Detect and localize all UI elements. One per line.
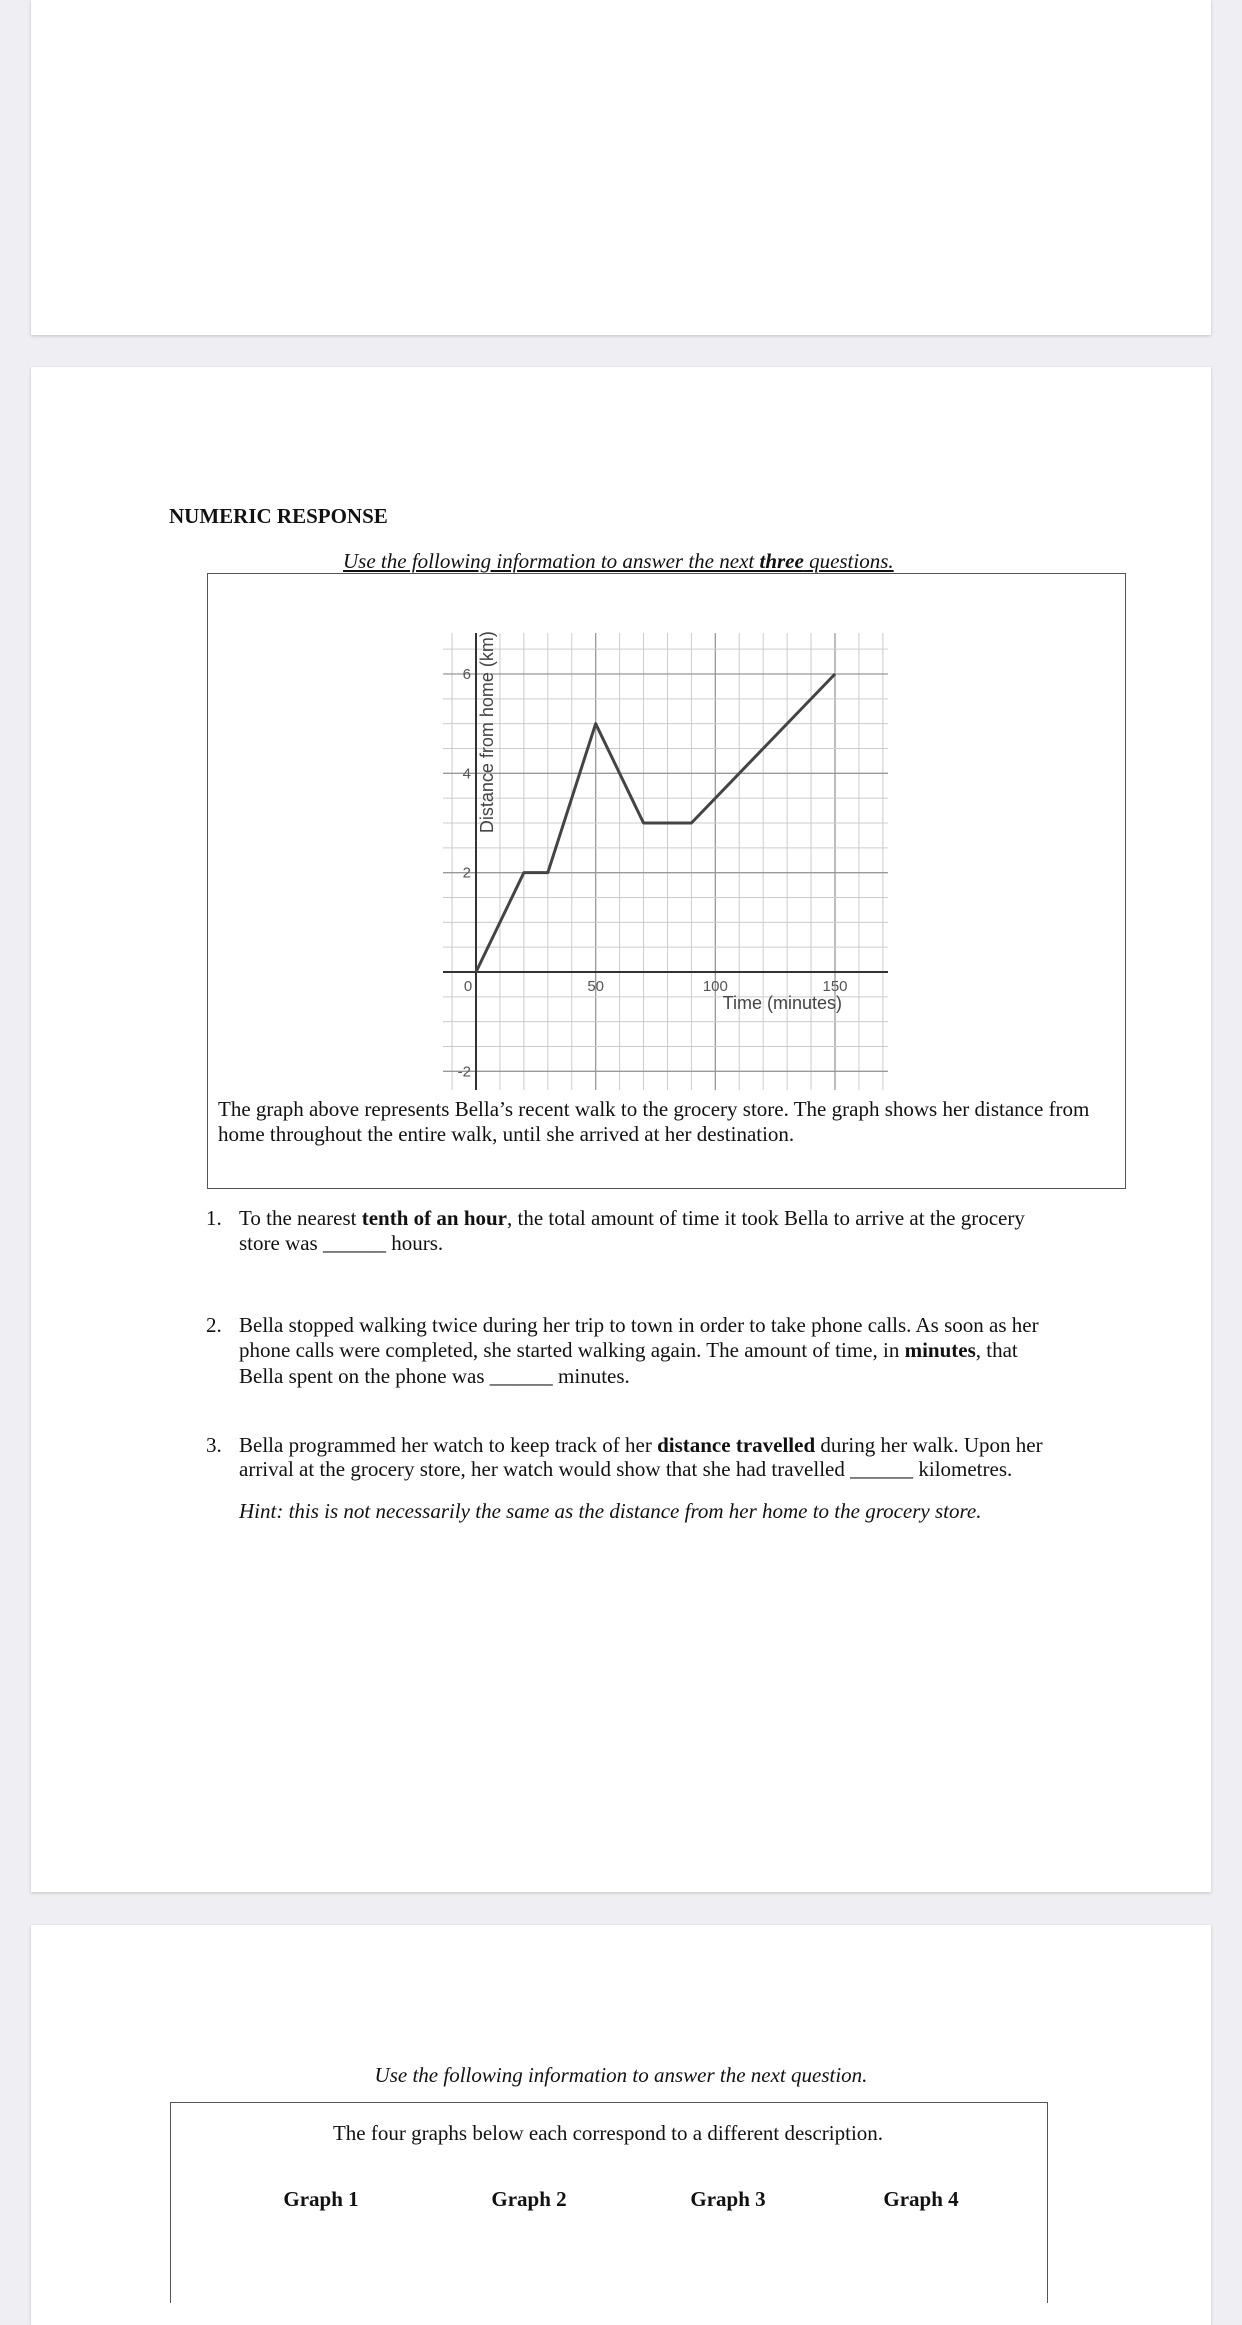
hint-text: Hint: this is not necessarily the same as the distance from her home to the grocery store. [239,1499,982,1523]
x-tick-label: 50 [587,978,605,995]
x-tick-label: 150 [822,978,848,995]
text: Bella spent on the phone was ______ minutes. [239,1364,630,1388]
question-2-line [239,1313,1039,1338]
x-axis-label: Time (minutes) [722,993,843,1013]
question-number: 3. [206,1433,222,1457]
section-title: NUMERIC RESPONSE [169,504,388,528]
caption-line-2: home throughout the entire walk, until she arrived at her destination. [218,1122,795,1146]
text: arrival at the grocery store, her watch would show that she had travelled ______ kilometres. [239,1457,1013,1481]
y-tick-label: 6 [462,666,471,683]
y-tick-label: 2 [462,864,471,882]
intro-bold: three [759,549,804,573]
x-tick-label: 0 [463,978,473,995]
text: To the nearest [239,1206,362,1230]
emphasis: minutes [904,1338,976,1362]
emphasis: tenth of an hour [361,1206,508,1230]
text: during her walk. Upon her [815,1433,1043,1457]
question-1-line [239,1206,1025,1231]
y-tick-label: -2 [457,1063,471,1081]
graph-label-2: Graph 2 [491,2187,567,2211]
graph-label-1: Graph 1 [283,2187,359,2211]
text: store was ______ hours. [239,1231,444,1255]
graph-label-4: Graph 4 [883,2187,959,2211]
emphasis: distance travelled [657,1433,816,1457]
question-2-line [239,1364,630,1389]
intro-post: questions. [803,549,894,573]
question-1-line [239,1231,443,1256]
y-axis-label: Distance from home (km) [477,631,497,834]
question-number: 1. [206,1206,222,1230]
text: , the total amount of time it took Bella to arrive at the grocery [507,1206,1025,1230]
y-tick-label: 4 [462,765,471,783]
question-3-line [239,1457,1012,1482]
x-tick-label: 100 [702,978,728,995]
question-number: 2. [206,1313,222,1337]
intro-pre: Use the following information to answer the next [343,549,760,573]
graph-label-3: Graph 3 [690,2187,766,2211]
text: phone calls were completed, she started walking again. The amount of time, in [239,1338,905,1362]
text: Bella programmed her watch to keep track of her [239,1433,658,1457]
page3-box-text: The four graphs below each correspond to a different description. [332,2121,884,2145]
text: Bella stopped walking twice during her trip to town in order to take phone calls. As soon as her [239,1313,1039,1337]
question-3-line [239,1433,1043,1458]
caption-line-1: The graph above represents Bella’s recent walk to the grocery store. The graph shows her distance from [218,1097,1090,1121]
text: , that [975,1338,1018,1362]
question-2-line [239,1338,1018,1363]
page3-intro: Use the following information to answer the next question. [374,2063,868,2087]
